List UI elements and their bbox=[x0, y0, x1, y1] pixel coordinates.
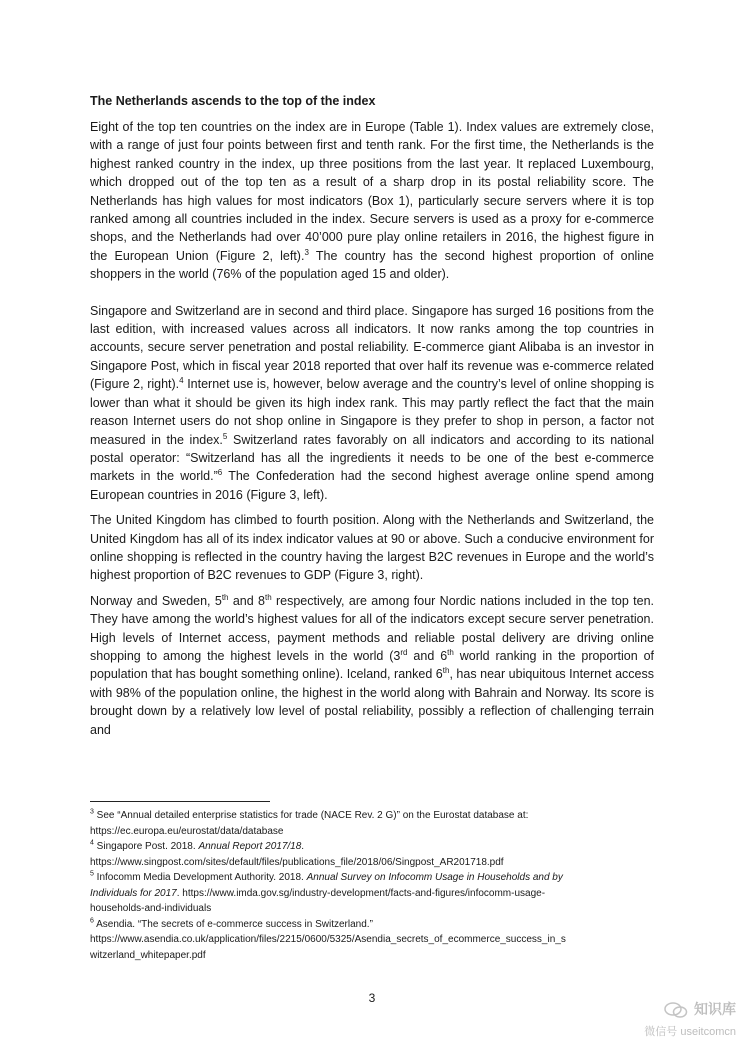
ordinal-suffix: th bbox=[264, 592, 272, 602]
footnote-divider bbox=[90, 801, 270, 802]
p2-text-b: Internet use is, however, below average and the country’s level of online shopping is lower than what it should be given its high index rank. This may partly reflect the fact that the main reason Internet users do not shop online in Singapore is they prefer to shop in person, a factor not measured in the index. bbox=[90, 377, 655, 447]
wechat-logo-icon bbox=[664, 1002, 688, 1018]
section-heading: The Netherlands ascends to the top of the index bbox=[90, 94, 376, 108]
footnote-text: See “Annual detailed enterprise statistics for trade (NACE Rev. 2 G)” on the Eurostat database at: bbox=[93, 810, 529, 821]
footnote-ref-3[interactable]: 3 bbox=[304, 247, 309, 257]
footnote-number: 3 bbox=[90, 808, 94, 816]
footnote-ref-4[interactable]: 4 bbox=[179, 376, 184, 386]
ordinal-suffix: th bbox=[442, 666, 450, 676]
watermark-title: 知识库 bbox=[694, 1001, 736, 1017]
footnote-3 bbox=[90, 808, 660, 824]
page-number: 3 bbox=[368, 991, 376, 1005]
footnote-4-url[interactable]: https://www.singpost.com/sites/default/files/publications_file/2018/06/Singpost_AR201718.pdf bbox=[90, 856, 504, 868]
p1-text-a: Eight of the top ten countries on the index are in Europe (Table 1). Index values are extremely close, with a range of just four points between first and tenth rank. For the first time, the Netherlands is the highest ranked country in the index, up three positions from the last year. It replaced Luxembourg, which dropped out of the top ten as a result of a sharp drop in its postal reliability score. The Netherlands has high values for most indicators (Box 1), particularly secure servers where it is top ranked among all countries included in the index. Secure servers is used as a proxy for e-commerce shops, and the Netherlands had over 40’000 pure play online retailers in 2016, the highest figure in the European Union (Figure 2, left). bbox=[90, 120, 654, 263]
footnote-title: Annual Report 2017/18 bbox=[198, 841, 302, 852]
footnote-number: 6 bbox=[90, 917, 94, 925]
footnote-url[interactable]: . https://www.imda.gov.sg/industry-development/facts-and-figures/infocomm-usage- bbox=[176, 887, 546, 899]
footnote-ref-5[interactable]: 5 bbox=[222, 431, 228, 441]
paragraph-3: The United Kingdom has climbed to fourth position. Along with the Netherlands and Switzerland, the United Kingdom has all of its index indicator values at 90 or above. Such a conducive environment for online shopping is reflected in the country having the largest B2C revenues in Europe and the world’s highest proportion of B2C revenues to GDP (Figure 3, right). bbox=[90, 513, 654, 583]
p4-text-f: , has near ubiquitous Internet access with 98% of the population online, the highest in the world along with Bahrain and Norway. Its score is brought down by a relatively low level of postal reliability, possibly a reflection of challenging terrain and bbox=[90, 667, 654, 737]
p4-text-a: Norway and Sweden, 5 bbox=[90, 593, 222, 608]
paragraph-2 bbox=[90, 302, 654, 504]
watermark-title-row bbox=[620, 999, 736, 1019]
footnotes bbox=[90, 808, 660, 963]
footnote-text: Infocomm Media Development Authority. 2018. bbox=[93, 872, 307, 883]
footnote-6-url[interactable]: https://www.asendia.co.uk/application/files/2215/0600/5325/Asendia_secrets_of_ecommerce_success_in_s bbox=[90, 934, 566, 945]
footnote-text: Asendia. “The secrets of e-commerce success in Switzerland.” bbox=[93, 918, 373, 930]
footnote-number: 4 bbox=[90, 839, 94, 847]
p4-text-c: respectively, are among four Nordic nations included in the top ten. They have among the world’s highest values for all of the indicators except secure server penetration. High levels of Internet access, payment methods and reliable postal delivery are driving online shopping to among the highest levels in the world (3 bbox=[90, 593, 654, 663]
footnote-text: Singapore Post. 2018. bbox=[93, 841, 199, 852]
p4-text-e: world ranking in the proportion of population that has bought something online). Iceland, ranked 6 bbox=[90, 648, 654, 682]
p4-text-b: and 8 bbox=[228, 593, 265, 608]
paragraph-4 bbox=[90, 592, 654, 739]
footnote-title: Individuals for 2017 bbox=[90, 887, 177, 899]
footnote-5-cont bbox=[90, 886, 660, 902]
ordinal-suffix: rd bbox=[400, 647, 408, 657]
footnote-5-url-cont[interactable]: households-and-individuals bbox=[90, 903, 212, 914]
footnote-3-url[interactable]: https://ec.europa.eu/eurostat/data/database bbox=[90, 825, 284, 837]
p2-text-a: Singapore and Switzerland are in second and third place. Singapore has surged 16 positions from the last edition, with increased values across all indicators. It now ranks among the top countries in accounts, secure server penetration and postal reliability. E-commerce giant Alibaba is an investor in Singapore Post, which in fiscal year 2018 reported that over half its revenue was e-commerce related (Figure 2, right). bbox=[90, 303, 654, 392]
footnote-number: 5 bbox=[90, 870, 94, 878]
footnote-ref-6[interactable]: 6 bbox=[217, 468, 223, 478]
footnote-5 bbox=[90, 870, 660, 886]
p4-text-d: and 6 bbox=[407, 648, 448, 663]
p1-text-b: The country has the second highest proportion of online shoppers in the world (76% of the population aged 15 and older). bbox=[90, 248, 654, 282]
p2-text-d: The Confederation had the second highest average online spend among European countries in 2016 (Figure 3, left). bbox=[90, 469, 655, 502]
document-body bbox=[90, 92, 654, 746]
ordinal-suffix: th bbox=[221, 592, 229, 602]
footnote-6-url-cont[interactable]: witzerland_whitepaper.pdf bbox=[90, 949, 206, 961]
p2-text-c: Switzerland rates favorably on all indicators and according to its national postal operator: “Switzerland has all the ingredients it needs to be one of the best e-commerce markets in the world.” bbox=[90, 432, 655, 484]
footnote-text: . bbox=[301, 841, 305, 852]
footnote-4 bbox=[90, 839, 660, 855]
ordinal-suffix: th bbox=[447, 647, 454, 657]
paragraph-1 bbox=[90, 118, 654, 284]
footnote-title: Annual Survey on Infocomm Usage in Households and by bbox=[306, 872, 563, 883]
watermark-subtitle: 微信号 useitcomcn bbox=[644, 1026, 736, 1038]
footnote-6 bbox=[90, 917, 660, 933]
watermark bbox=[620, 999, 736, 1043]
